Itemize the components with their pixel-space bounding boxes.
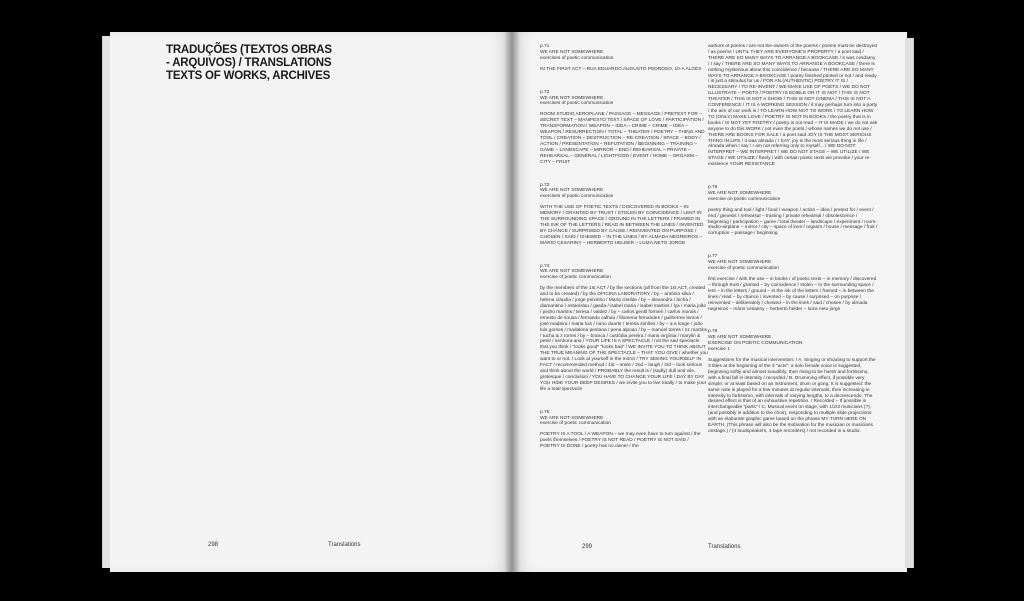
- entry-p77: [708, 254, 878, 312]
- entry-body: first exercise / with the use – in books / of poetic texts – in memory / discovered – through trust / granted – by coincidence / stolen – in the surrounding space / lent – in the letters / ground – in the ink of the letters / framed – in between the lines / read – by chance / invented – by cause / surprised – on purpose / reinvented – deliberately / chewed – in the lines / said / chosen / by almada negreiros – mário cesariny – herberto helder – luiza neto jorge: [708, 277, 877, 312]
- title-line: TRADUÇÕES (TEXTOS OBRAS: [166, 44, 332, 56]
- page-number-left: 298: [208, 542, 219, 548]
- entry-p71: [540, 44, 708, 73]
- right-page: [512, 32, 907, 572]
- entry-subheading: WE ARE NOT SOMEWHERE: [540, 188, 604, 194]
- entry-heading: p.74: [540, 263, 550, 269]
- entry-heading: p.75: [540, 409, 550, 415]
- entry-subheading: WE ARE NOT SOMEWHERE: [708, 260, 772, 266]
- book-gutter: [504, 32, 520, 572]
- entry-subtitle: exercise on poetic communication: [708, 196, 781, 202]
- page-number-right: 299: [582, 544, 593, 550]
- entry-p76: [708, 185, 878, 237]
- entry-body: Suggestions for the musical intervention: / A. Singing or shouting to support the 3 titles at the beginning of the 3 "acts": a solo female voice is suggested, beginning softly and almost inaudibly, then rising to be harsh and fortissimo, with a final fall in intensity / recorded / B. Drumming effect, if possible very simple; or at least based on an instrument, drum or gong. It is suggested: the same note is played for a few minutes at regular intervals, then increasing in intensity to fortissimo, with intervals of varying lengths, to a decrescendo. The desired effect is that of an exhaustive repetition. / Recorded – If possible in interchangeable "parts" / C. Musical event on stage, with 1/2/3 musicians (?), (and possibly in addition to the choir), responding to multiple slide projections with an elaborate graphic game based on the phrase MY TURN HERE ON EARTH. (This phrase will also be the motivation for the musician or musicians onstage.) / (4 loudspeakers, 4 tape recorders) / not recorded in a studio.: [708, 358, 876, 434]
- section-title: [166, 44, 416, 83]
- right-page-edges: [905, 38, 914, 568]
- entry-p74: [540, 264, 708, 393]
- entry-p72: [540, 90, 708, 166]
- entry-body: authors of poems / are not the owners of the poems / poems must be destroyed / as poems / UNTIL THEY ARE EVERYONE'S PROPERTY / a poet said / THERE ARE SO MANY WAYS TO ARRANGE A BOOKCASE / it was cesdarny / I say / THERE ARE SO MANY WAYS TO ARRANGE A BOOKCASE / there is nothing mysterious about this coincidence / because / THERE ARE SO MANY WAYS TO ARRANGE A BOOKCASE / poetry finished printed or not / and ready / is just a stimulus for us / FOR AN (AUTHENTIC) POETRY IT IS / NECESSARY / TO RE-INVENT / WE MAKE USE OF POETS / WE DO NOT ILLUSTRATE – POETS / POETRY IS EDIBLE OR IT IS NOT / THIS IS NOT THEATER / THIS IS NOT A SHOW / THIS IS NOT CINEMA / THIS IS NOT A CONFERENCE / IT IS A WORKING SESSION / it may perhaps turn into a party / the aim of our work is / TO LEARN HOW NOT TO WORK / TO LEARN HOW TO (ONLY) MAKE LOVE / POETRY IS NOT IN BOOKS / the poetry that is in books / IS NOT YET POETRY / poetry is not read – IT IS MADE / we do not ask anyone to do this WORK / not even the poets / whose names we do not use / THERE ARE BOOKS FOR SALE / a poet said JOY IS THE MOST SERIOUS THING IN LIFE / it was almada / I SAY: joy is the most serious thing in life / Almada when I say / I am not referring only to myself... / WE DO NOT INTERPRET – WE INTERPRET / WE DO NOT STAGE – WE UTILIZE / WE STAGE / WE UTILIZE / freely / with certain poetic texts we provoke / your re-existence YOUR RESISTANCE: [708, 44, 878, 168]
- title-line: - ARQUIVOS) / TRANSLATIONS: [166, 57, 332, 69]
- entry-body: POETRY IS A TOOL / A WEAPON – we may even have to turn against / the poets themselves / POETRY IS NOT READ / POETRY IS NOT SAID / POETRY IS DONE / poetry has no owner / the: [540, 432, 701, 450]
- entry-body: ROOM STUDIO AEROPLANE / PASSAGE – MESSAGE / PRETEXT FOR – SECRET TEXT – MANIFESTO TEXT / SPACE OF LOVE / PARTICIPATION / TRANSFORMATION / WEAPON – IDEA – CRIME – CRIME – IDEA – WEAPON / RESURRECTION / TOTAL – THEATER / POETRY – THING AND TOOL / CREATION – DESTRUCTION – RE-CREATION / SPACE – BODY / ACTION / PRESENTATION – REFUTATION / BEGINNING – TRAINING – GAME – LANDSCAPE – MIRROR – END / REHEARSAL – PRIVATE – REHEARSAL – GENERAL / LIGHTFOOD / EVENT / HOME – ORGASM – CITY – FRUIT: [540, 112, 705, 165]
- entry-subtitle: exercise of poetic communication: [708, 266, 779, 272]
- entry-body: IN THE FIRST ACT – RUA EDUARDO AUGUSTO PEDROSO, 10-A ALGÉS: [540, 66, 702, 72]
- entry-body: poetry thing and tool / light / food / weapon / action – idea / pretext for / event / end / genesis / rehearsal – training / private rehearsal / obsolescence / beginning / participation – game / total theater – landscape / experiment / room-studio-airplane – mirror / city – space of love / orgasm / house / message / fruit / corruption – passage / beginning: [708, 207, 878, 237]
- entry-p78: [708, 329, 878, 434]
- text-column-1: [540, 44, 708, 532]
- left-page: [110, 32, 512, 572]
- entry-heading: p.77: [708, 254, 718, 260]
- entry-subheading: WE ARE NOT SOMEWHERE: [708, 190, 772, 196]
- entry-subtitle: exercises of poetic communication: [540, 194, 614, 200]
- entry-subheading: WE ARE NOT SOMEWHERE: [540, 269, 604, 275]
- open-book: [100, 30, 915, 578]
- entry-subheading: WE ARE NOT SOMEWHERE: [540, 49, 604, 55]
- entry-subheading: WE ARE NOT SOMEWHERE: [540, 415, 604, 421]
- entry-heading: p.78: [708, 329, 718, 335]
- running-head-left: Translations: [328, 542, 361, 548]
- entry-subtitle: exercise 1: [708, 347, 730, 353]
- entry-subheading: WE ARE NOT SOMEWHERE: [708, 335, 772, 341]
- entry-p75: [540, 410, 708, 450]
- entry-p73: [540, 183, 708, 247]
- entry-subtitle: EXERCISE ON POETIC COMMUNICATION: [708, 341, 803, 347]
- entry-heading: p.76: [708, 185, 718, 191]
- entry-subheading: WE ARE NOT SOMEWHERE: [540, 95, 604, 101]
- entry-subtitle: exercises of poetic communication: [540, 55, 614, 61]
- text-column-2: [708, 44, 878, 540]
- entry-subtitle: exercise of poetic communication: [540, 275, 611, 281]
- entry-body: by the members of the 1st ACT / by the sections (all from the 1st ACT, created and to be created) / by the OFICINA LABORATORY / by – antónio silva / helena cláudia / jorge peixinho / Maria clotilde / by – alexandra / bicha / diamantino / estanislau / gasda / isabel maria / isabel martins / lya / maria joão / pedro martins / teresa / valdez / by – carlos gentil formen / carlos morais / ernesto de sousa / fernando calhau / filomena fernandes / guilherme lemos / josé madeira / maria luis / nuno duarte / teresa simões / by – a a longe / joão luís gomes / madalena pestana / pena alpoao / by – manuel torres / nz martins / tucha & z torres / by – branca / custódia pereira / maria virgínia / marylin & peter / senhora ana / YOUR LIFE IS A SPECTACLE / not the sad spectacle that you think / "looks good" "looks bad" / WE INVITE YOU TO THINK ABOUT THE TRUE MEANING OF THE SPECTACLE – THAT YOU GIVE / whether you want to or not. / Look at yourself in the mirror / TRY SEEING YOURSELF IN FACT / recommended method / 1st – smile / 2nd – laugh / 3rd – look serious and think about the world / PROBABLY the result is / (sadly) dull and vile, grotesque / conclusion / YOU HAVE TO CHANGE YOUR LIFE / DAY BY DAY YOU HIDE YOUR DEEP DESIRES / we invite you to live totally / to make your life a total spectacle: [540, 286, 708, 392]
- entry-heading: p.71: [540, 44, 550, 49]
- entry-subtitle: exercises of poetic communication: [540, 101, 614, 107]
- entry-body: WITH THE USE OF POETIC TEXTS / DISCOVERED IN BOOKS – IN MEMORY / GRANTED BY TRUST / STOLEN BY COINCIDENCE / LENT IN THE SURROUNDING SPACE / GROUND IN THE LETTERS / FRAMED IN THE INK OF THE LETTERS / READ IN BETWEEN THE LINES / INVENTED BY CHANCE / SURPRISED BY CAUSE / REINVENTED ON PURPOSE / CHOSEN / SAID / CHEWED – IN THE LINES / BY ALMADA NEGREIROS – MÁRIO CESARINY – HERBERTO HELDER – LUIZA NETO JORGE: [540, 205, 704, 246]
- entry-heading: p.73: [540, 182, 550, 188]
- title-line: TEXTS OF WORKS, ARCHIVES: [166, 70, 331, 82]
- entry-heading: p.72: [540, 89, 550, 95]
- entry-continuation: [708, 44, 878, 168]
- running-head-right: Translations: [708, 544, 741, 550]
- entry-subtitle: exercise of poetic communication: [540, 421, 611, 427]
